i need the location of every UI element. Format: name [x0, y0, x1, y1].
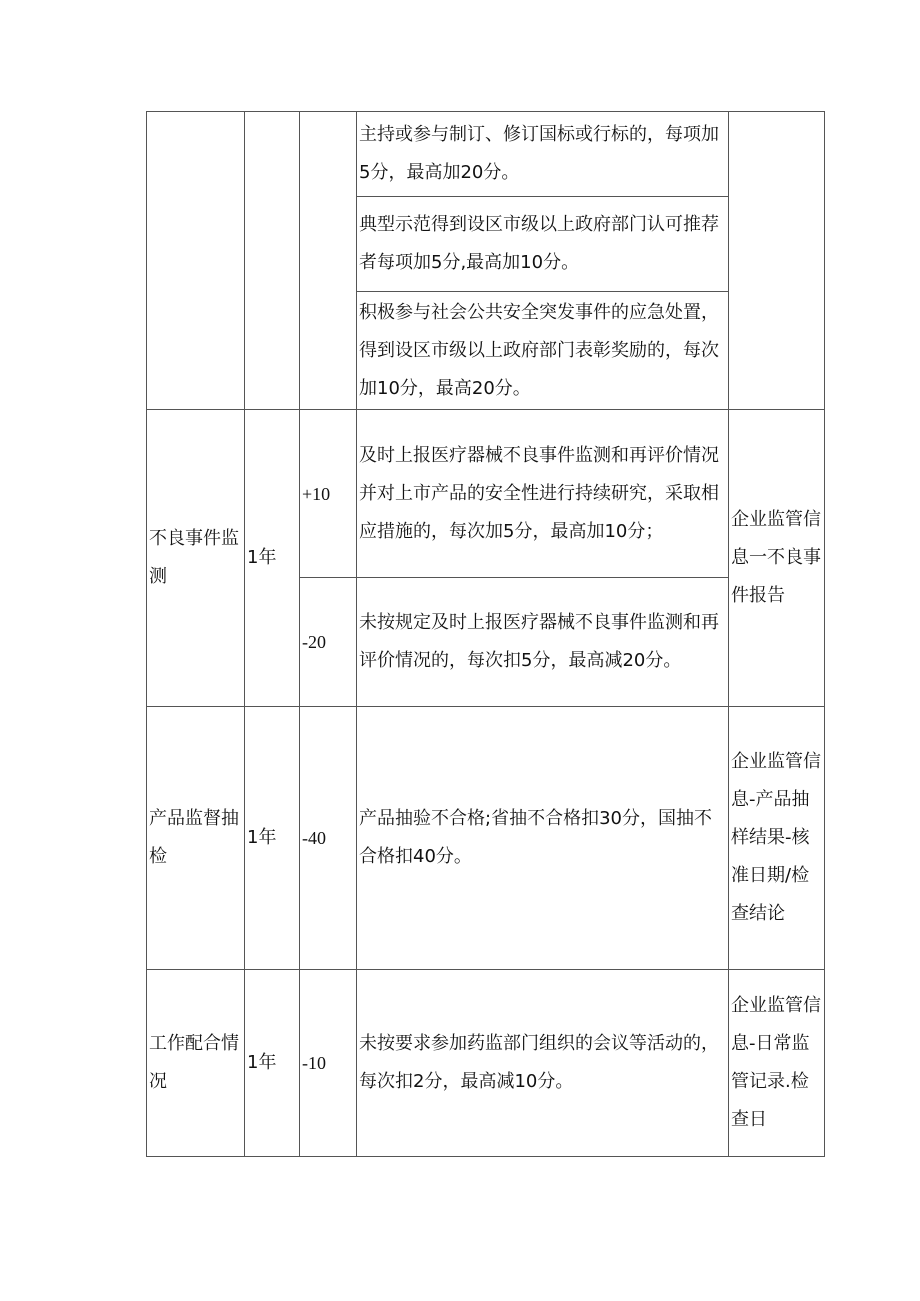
table-row [147, 707, 825, 970]
period-cell: 1年 [245, 410, 300, 707]
table-row [147, 410, 825, 578]
criteria-cell: 未按规定及时上报医疗器械不良事件监测和再评价情况的，每次扣5分，最高减20分。 [357, 578, 729, 707]
period-cell [245, 112, 300, 410]
table-row [147, 970, 825, 1157]
criteria-cell: 主持或参与制订、修订国标或行标的，每项加5分，最高加20分。 [357, 112, 729, 197]
criteria-cell: 积极参与社会公共安全突发事件的应急处置，得到设区市级以上政府部门表彰奖励的，每次加10分，最高20分。 [357, 292, 729, 410]
score-cell: +10 [300, 410, 357, 578]
score-cell: -20 [300, 578, 357, 707]
criteria-cell: 产品抽验不合格;省抽不合格扣30分，国抽不合格扣40分。 [357, 707, 729, 970]
criteria-cell: 典型示范得到设区市级以上政府部门认可推荐者每项加5分,最高加10分。 [357, 197, 729, 292]
criteria-cell: 未按要求参加药监部门组织的会议等活动的，每次扣2分，最高减10分。 [357, 970, 729, 1157]
criteria-cell: 及时上报医疗器械不良事件监测和再评价情况并对上市产品的安全性进行持续研究，采取相应措施的，每次加5分，最高加10分； [357, 410, 729, 578]
period-cell: 1年 [245, 970, 300, 1157]
score-cell: -10 [300, 970, 357, 1157]
item-cell [147, 112, 245, 410]
item-cell: 不良事件监测 [147, 410, 245, 707]
table-row [147, 112, 825, 197]
period-cell: 1年 [245, 707, 300, 970]
score-cell: -40 [300, 707, 357, 970]
source-cell: 企业监管信息-产品抽样结果-核准日期/检查结论 [729, 707, 825, 970]
item-cell: 工作配合情况 [147, 970, 245, 1157]
item-cell: 产品监督抽检 [147, 707, 245, 970]
source-cell: 企业监管信息一不良事件报告 [729, 410, 825, 707]
source-cell [729, 112, 825, 410]
source-cell: 企业监管信息-日常监管记录.检查日 [729, 970, 825, 1157]
scoring-table [146, 111, 825, 1157]
score-cell [300, 112, 357, 410]
